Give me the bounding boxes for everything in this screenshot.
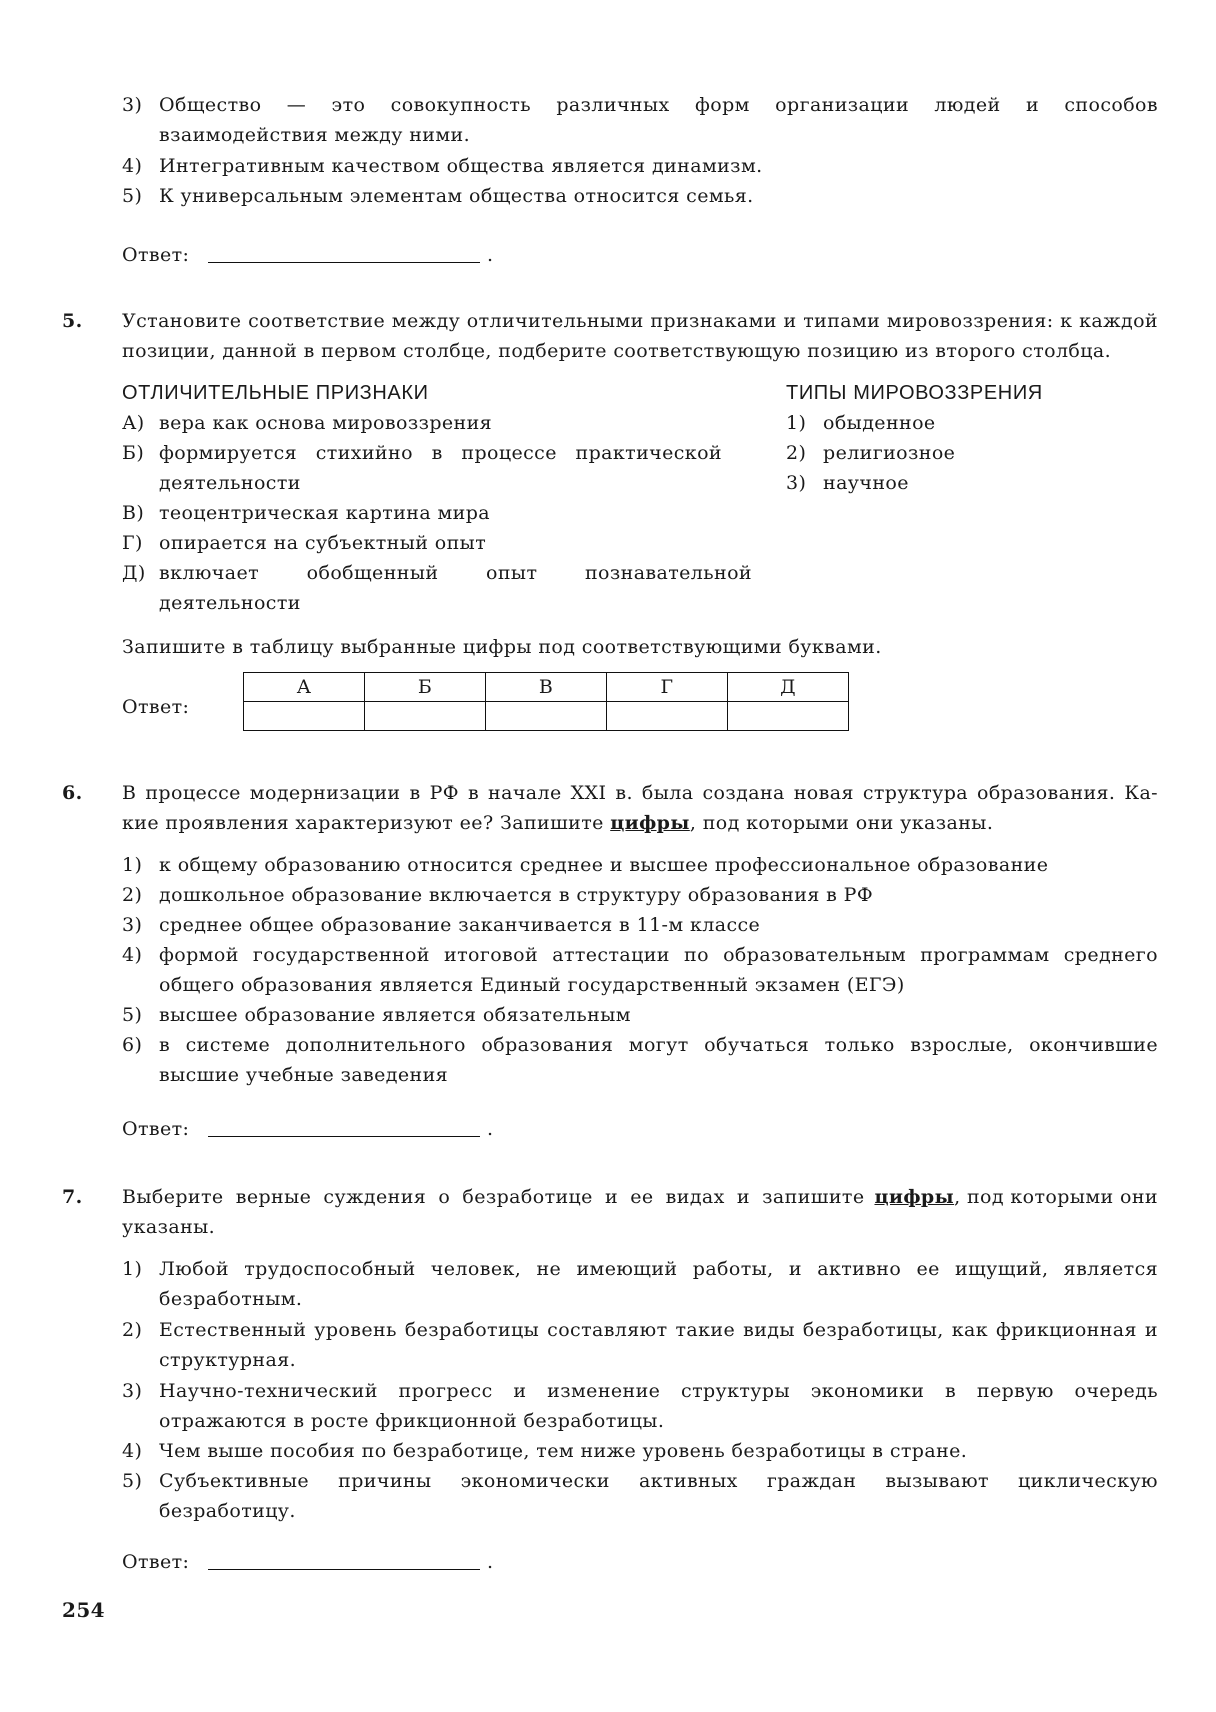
item-text: Научно-технический прогресс и изменение структуры экономики в первую очередь отражаются в росте фрикционной безработицы.: [159, 1380, 1158, 1432]
prompt-text: , под которыми они: [954, 1186, 1158, 1208]
question-prompt-line: Установите соответствие между отличительными признаками и типами мировоззрения: к каждой: [122, 310, 1158, 332]
list-item: [122, 1254, 1158, 1314]
item-label: А): [122, 412, 145, 434]
column-header-features: ОТЛИЧИТЕЛЬНЫЕ ПРИЗНАКИ: [122, 382, 429, 404]
answer-table-letter: А: [244, 673, 365, 702]
prompt-emphasis: цифры: [874, 1186, 955, 1208]
item-label: 6): [122, 1034, 143, 1056]
list-item: [122, 910, 1158, 940]
answer-row: [122, 240, 494, 270]
list-item: [122, 151, 1158, 181]
answer-table-letter: Д: [728, 673, 849, 702]
answer-table: [243, 672, 849, 731]
list-item: [122, 880, 1158, 910]
answer-table-cell[interactable]: [607, 702, 728, 731]
item-label: 3): [122, 914, 143, 936]
answer-table-letter: Б: [365, 673, 486, 702]
item-text: вера как основа мировоззрения: [159, 412, 493, 434]
list-item: [122, 1466, 1158, 1526]
prompt-text: , под которыми они указаны.: [689, 812, 994, 834]
type-item: [786, 438, 1146, 468]
item-text: Общество — это совокупность различных форм организации людей и способов взаимодействия между ними.: [159, 94, 1158, 146]
answer-dot: .: [487, 244, 494, 266]
answer-dot: .: [487, 1118, 494, 1140]
list-item: [122, 1030, 1158, 1090]
answer-table-header: [244, 673, 849, 702]
item-label: 3): [122, 94, 143, 116]
column-header-types: ТИПЫ МИРОВОЗЗРЕНИЯ: [786, 382, 1043, 404]
feature-item: [122, 438, 722, 498]
list-item: [122, 90, 1158, 150]
item-text: Естественный уровень безработицы составляют такие виды безработицы, как фрикционная и структурная.: [159, 1319, 1158, 1371]
item-text: опирается на субъектный опыт: [159, 532, 487, 554]
answer-table-cell[interactable]: [244, 702, 365, 731]
answer-table-cell[interactable]: [365, 702, 486, 731]
question-number: 7.: [62, 1186, 83, 1208]
item-label: 4): [122, 1440, 143, 1462]
question-prompt: [122, 308, 1158, 334]
list-item: [122, 940, 1158, 1000]
answer-row: [122, 1114, 494, 1144]
answer-label: Ответ:: [122, 1118, 190, 1140]
item-label: 1): [786, 412, 807, 434]
question-number: 5.: [62, 310, 83, 332]
feature-item: [122, 558, 752, 618]
type-item: [786, 408, 1146, 438]
item-label: 5): [122, 1470, 143, 1492]
item-label: 2): [122, 1319, 143, 1341]
item-label: Д): [122, 562, 146, 584]
answer-table-letter: Г: [607, 673, 728, 702]
question-number: 6.: [62, 782, 83, 804]
page-number: 254: [62, 1598, 105, 1622]
item-text: включает обобщенный опыт познавательной деятельности: [159, 562, 752, 614]
item-text: среднее общее образование заканчивается в 11-м классе: [159, 914, 761, 936]
item-label: 2): [122, 884, 143, 906]
item-text: дошкольное образование включается в структуру образования в РФ: [159, 884, 874, 906]
list-item: [122, 181, 1158, 211]
item-label: Г): [122, 532, 143, 554]
item-text: формой государственной итоговой аттестации по образовательным программам среднего общего образования является Единый государственный экзамен (ЕГЭ): [159, 944, 1158, 996]
answer-table-cell[interactable]: [486, 702, 607, 731]
item-label: 1): [122, 854, 143, 876]
item-label: 1): [122, 1258, 143, 1280]
list-item: [122, 1315, 1158, 1375]
item-label: В): [122, 502, 145, 524]
item-label: 5): [122, 185, 143, 207]
item-label: 4): [122, 944, 143, 966]
question-prompt-line: указаны.: [122, 1216, 216, 1238]
answer-row: [122, 1547, 494, 1577]
answer-table-letter: В: [486, 673, 607, 702]
question-prompt-line: В процессе модернизации в РФ в начале XXI в. была создана новая структура образования. Ка-: [122, 782, 1158, 804]
item-label: Б): [122, 442, 145, 464]
question-prompt-line: [122, 1184, 1158, 1210]
prompt-text: Выберите верные суждения о безработице и ее видах и запишите: [122, 1186, 865, 1208]
feature-item: [122, 498, 742, 528]
answer-field[interactable]: [208, 1136, 480, 1137]
feature-item: [122, 408, 742, 438]
feature-item: [122, 528, 742, 558]
item-text: Чем выше пособия по безработице, тем ниже уровень безработицы в стране.: [159, 1440, 968, 1462]
answer-table-inputs: [244, 702, 849, 731]
question-prompt: [122, 780, 1158, 806]
item-text: религиозное: [823, 442, 956, 464]
item-text: обыденное: [823, 412, 936, 434]
item-text: высшее образование является обязательным: [159, 1004, 631, 1026]
item-text: К универсальным элементам общества относится семья.: [159, 185, 754, 207]
list-item: [122, 1376, 1158, 1436]
item-text: формируется стихийно в процессе практической деятельности: [159, 442, 722, 494]
table-instruction: Запишите в таблицу выбранные цифры под соответствующими буквами.: [122, 636, 882, 658]
item-label: 3): [786, 472, 807, 494]
item-label: 5): [122, 1004, 143, 1026]
prompt-emphasis: цифры: [610, 812, 690, 834]
answer-field[interactable]: [208, 1569, 480, 1570]
answer-table-cell[interactable]: [728, 702, 849, 731]
answer-dot: .: [487, 1551, 494, 1573]
type-item: [786, 468, 1146, 498]
item-text: в системе дополнительного образования могут обучаться только взрослые, окончившие высшие учебные заведения: [159, 1034, 1158, 1086]
answer-field[interactable]: [208, 262, 480, 263]
question-prompt: [122, 1184, 1158, 1210]
list-item: [122, 1000, 1158, 1030]
list-item: [122, 1436, 1158, 1466]
item-text: теоцентрическая картина мира: [159, 502, 491, 524]
question-prompt-line: [122, 810, 993, 836]
item-text: Любой трудоспособный человек, не имеющий работы, и активно ее ищущий, является безработным.: [159, 1258, 1158, 1310]
answer-label: Ответ:: [122, 244, 190, 266]
question-prompt-line: позиции, данной в первом столбце, подберите соответствующую позицию из второго столбца.: [122, 340, 1112, 362]
answer-label: Ответ:: [122, 1551, 190, 1573]
item-label: 3): [122, 1380, 143, 1402]
item-text: научное: [823, 472, 909, 494]
item-text: к общему образованию относится среднее и высшее профессиональное образование: [159, 854, 1049, 876]
item-text: Интегративным качеством общества является динамизм.: [159, 155, 763, 177]
prompt-text: кие проявления характеризуют ее? Запишите: [122, 812, 611, 834]
item-text: Субъективные причины экономически активных граждан вызывают циклическую безработицу.: [159, 1470, 1158, 1522]
item-label: 2): [786, 442, 807, 464]
list-item: [122, 850, 1158, 880]
answer-label: Ответ:: [122, 696, 190, 718]
item-label: 4): [122, 155, 143, 177]
